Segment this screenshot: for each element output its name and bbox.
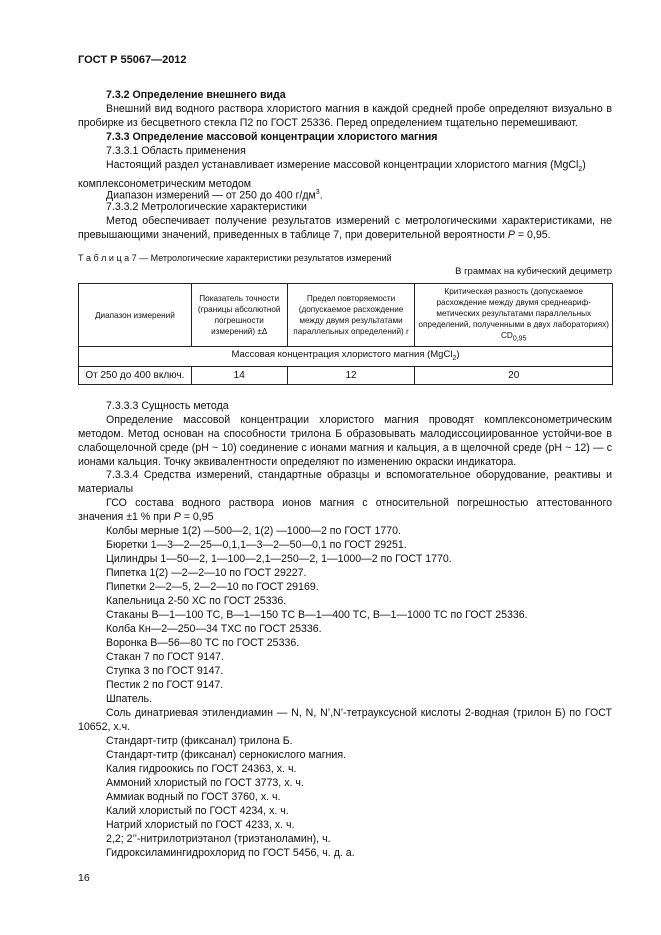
table-header-cell: Диапазон измерений: [79, 284, 192, 347]
cd-header-sub: 0,95: [512, 335, 527, 343]
list-item: Стандарт-титр (фиксанал) сернокислого магния.: [106, 749, 347, 761]
list-item: Аммоний хлористый по ГОСТ 3773, х. ч.: [106, 777, 304, 789]
table-header-cell: Предел повторяемости (допускаемое расхождение между двумя результатами параллельных определений) r: [287, 284, 415, 347]
subsection-title-principle: 7.3.3.3 Сущность метода: [106, 400, 229, 412]
page-number: 16: [78, 872, 90, 884]
list-item: 2,2; 2’’-нитрилотриэтанол (триэтаноламин), ч.: [106, 833, 331, 845]
table-cell: От 250 до 400 включ.: [79, 367, 192, 385]
paragraph-metrology: [78, 214, 612, 242]
list-item: Калий хлористый по ГОСТ 4234, х. ч.: [106, 805, 289, 817]
range-text-b: .: [319, 189, 323, 202]
list-item: Аммиак водный по ГОСТ 3760, х. ч.: [106, 791, 281, 803]
table-subheader-cell: [79, 347, 613, 367]
list-item: Стакан 7 по ГОСТ 9147.: [106, 651, 224, 663]
list-item: Стандарт-титр (фиксанал) трилона Б.: [106, 735, 293, 747]
list-item: Пипетка 1(2) —2—2—10 по ГОСТ 29227.: [106, 567, 307, 579]
list-item: Гидроксиламингидрохлорид по ГОСТ 5456, ч. д. а.: [106, 847, 355, 859]
metrology-text-a: Метод обеспечивает получение результатов измерений с метрологическими характеристиками, не превышающими значений, приведенных в таблице 7, при доверительной вероятности: [78, 215, 612, 241]
list-item: Цилиндры 1—50—2, 1—100—2,1—250—2, 1—1000—2 по ГОСТ 1770.: [106, 553, 452, 565]
subsection-title-equipment: 7.3.3.4 Средства измерений, стандартные образцы и вспомогательное оборудование, реактивы и материалы: [78, 469, 612, 495]
section-heading-7-3-2: 7.3.2 Определение внешнего вида: [106, 89, 286, 101]
table-caption: Т а б л и ц а 7 — Метрологические характеристики результатов измерений: [78, 253, 392, 263]
table-cell: 20: [415, 367, 613, 385]
paragraph-principle: Определение массовой концентрации хлористого магния проводят комплексонометрическим методом. Метод основан на способности трилона Б образовывать малодиссоциированное устойчи-вое в слабощелочной среде (pH ~ 10) соединение с ионами магния и кальция, а в щелочной среде (pH ~ 12) — с ионами кальция. Точку эквивалентности определяют по изменению окраски индикатора.: [78, 414, 612, 468]
range-text-a: Диапазон измерений — от 250 до 400 г/дм: [106, 189, 316, 202]
scope-text-b: ) комплексонометрическим методом: [78, 159, 586, 191]
document-header: ГОСТ Р 55067—2012: [78, 54, 187, 66]
list-item: Стаканы В—1—100 ТС, В—1—150 ТС В—1—400 ТС, В—1—1000 ТС по ГОСТ 25336.: [106, 609, 528, 621]
list-item: Калия гидроокись по ГОСТ 24363, х. ч.: [106, 763, 297, 775]
list-item: Ступка 3 по ГОСТ 9147.: [106, 665, 224, 677]
section-heading-7-3-3: 7.3.3 Определение массовой концентрации хлористого магния: [106, 131, 438, 143]
subheader-text-a: Массовая концентрация хлористого магния (MgCl: [231, 349, 453, 361]
cd-header-text: Критическая разность (допускаемое расхождение между двумя среднеариф-метических результатами параллельных определений, полученными в двух лабораториях) CD: [418, 286, 609, 340]
subsection-title-metrology: 7.3.3.2 Метрологические характеристики: [106, 201, 307, 213]
table-header-row: [79, 284, 613, 347]
range-text-sup: 3: [315, 189, 320, 196]
table-row: [79, 367, 613, 385]
table-cell: 14: [191, 367, 287, 385]
list-item: Натрий хлористый по ГОСТ 4233, х. ч.: [106, 819, 295, 831]
subsection-title-scope: 7.3.3.1 Область применения: [106, 145, 246, 157]
metrology-table: [78, 283, 613, 385]
subheader-text-b: ): [456, 349, 460, 361]
scope-text-a: Настоящий раздел устанавливает измерение массовой концентрации хлористого магния (MgCl: [106, 159, 579, 171]
list-item: Бюретки 1—3—2—25—0,1,1—3—2—50—0,1 по ГОСТ 29251.: [106, 539, 407, 551]
list-item: Пипетки 2—2—5, 2—2—10 по ГОСТ 29169.: [106, 581, 319, 593]
list-item: Воронка В—56—80 ТС по ГОСТ 25336.: [106, 637, 300, 649]
list-item: Колбы мерные 1(2) —500—2, 1(2) —1000—2 по ГОСТ 1770.: [106, 525, 401, 537]
gso-text-b: = 0,95: [180, 511, 214, 523]
paragraph-appearance: Внешний вид водного раствора хлористого магния в каждой средней пробе определяют визуально в пробирке из бесцветного стекла П2 по ГОСТ 25336. Перед определением тщательно перемешивают.: [78, 103, 612, 129]
metrology-text-b: = 0,95.: [514, 229, 551, 241]
list-item: Шпатель.: [106, 693, 153, 705]
table-units: В граммах на кубический дециметр: [455, 266, 612, 277]
paragraph-gso: [78, 496, 612, 524]
list-item: Колба Кн—2—250—34 ТХС по ГОСТ 25336.: [106, 623, 322, 635]
gso-p-symbol: P: [173, 511, 181, 523]
metrology-p-symbol: P: [507, 229, 515, 241]
subheader-text-sub: 2: [452, 354, 457, 362]
gso-text-a: ГСО состава водного раствора ионов магния с относительной погрешностью аттестованного значения ±1 % при: [78, 497, 612, 523]
table-cell: 12: [287, 367, 415, 385]
scope-text-sub: 2: [578, 166, 583, 174]
table-subheader-row: [79, 347, 613, 367]
paragraph-trilon: Соль динатриевая этилендиамин — N, N, N’,N’-тетрауксусной кислоты 2-водная (трилон Б) по ГОСТ 10652, х.ч.: [78, 707, 612, 733]
table-header-cell: Показатель точности (границы абсолютной погрешности измерений) ±Δ: [191, 284, 287, 347]
list-item: Капельница 2-50 ХС по ГОСТ 25336.: [106, 595, 287, 607]
list-item: Пестик 2 по ГОСТ 9147.: [106, 679, 224, 691]
table-header-cell: [415, 284, 613, 347]
